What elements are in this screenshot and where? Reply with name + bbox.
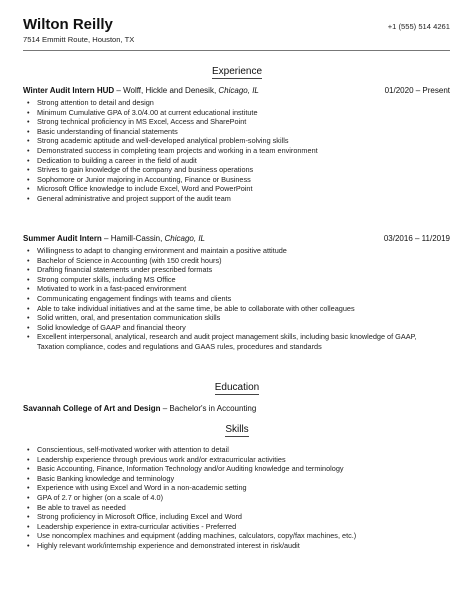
list-item: • Strong computer skills, including MS Office — [37, 275, 434, 285]
list-item: • Able to take individual initiatives and at the same time, be able to collaborate with other colleagues — [37, 304, 434, 314]
experience-heading: Experience — [211, 66, 263, 77]
job-title: Summer Audit Intern — [23, 234, 102, 243]
candidate-phone: +1 (555) 514 4261 — [387, 22, 450, 31]
education-entry — [23, 404, 256, 413]
job-company: – Wolff, Hickle and Denesik, — [114, 86, 219, 95]
job-location: Chicago, IL — [164, 234, 205, 243]
skills-bullets — [23, 445, 434, 551]
list-item: • Dedication to building a career in the field of audit — [37, 156, 434, 166]
list-item: • Basic Banking knowledge and terminology — [37, 474, 434, 484]
list-item: • Conscientious, self-motivated worker with attention to detail — [37, 445, 434, 455]
skills-heading: Skills — [225, 424, 249, 435]
job-location: Chicago, IL — [218, 86, 259, 95]
job-bullets-2 — [23, 246, 434, 352]
list-item: • Microsoft Office knowledge to include Excel, Word and PowerPoint — [37, 184, 434, 194]
job-dates: 03/2016 – 11/2019 — [383, 234, 450, 243]
education-school: Savannah College of Art and Design — [23, 404, 161, 413]
list-item: • Demonstrated success in completing team projects and working in a team environment — [37, 146, 434, 156]
list-item: • Basic understanding of financial statements — [37, 127, 434, 137]
list-item: • Use noncomplex machines and equipment (adding machines, calculators, copy/fax machines, etc.) — [37, 531, 434, 541]
list-item: • Strong academic aptitude and well-developed analytical problem-solving skills — [37, 136, 434, 146]
list-item: • Experience with using Excel and Word in a non-academic setting — [37, 483, 434, 493]
list-item: • Motivated to work in a fast-paced environment — [37, 284, 434, 294]
list-item: • Willingness to adapt to changing environment and maintain a positive attitude — [37, 246, 434, 256]
list-item: • Be able to travel as needed — [37, 503, 434, 513]
list-item: • GPA of 2.7 or higher (on a scale of 4.0) — [37, 493, 434, 503]
list-item: • Leadership experience in extra-curricular activities - Preferred — [37, 522, 434, 532]
job-company: – Hamill-Cassin, — [101, 234, 165, 243]
list-item: • Strives to gain knowledge of the company and business operations — [37, 165, 434, 175]
list-item: • Solid knowledge of GAAP and financial theory — [37, 323, 434, 333]
list-item: • Minimum Cumulative GPA of 3.0/4.00 at current educational institute — [37, 108, 434, 118]
list-item: • Bachelor of Science in Accounting (with 150 credit hours) — [37, 256, 434, 266]
list-item: • Solid written, oral, and presentation communication skills — [37, 313, 434, 323]
education-degree: – Bachelor's in Accounting — [160, 404, 257, 413]
list-item: • Strong proficiency in Microsoft Office, including Excel and Word — [37, 512, 434, 522]
list-item: • Highly relevant work/internship experience and demonstrated interest in risk/audit — [37, 541, 434, 551]
job-dates: 01/2020 – Present — [384, 86, 450, 95]
job-header-1 — [23, 86, 450, 95]
list-item: • Strong technical proficiency in MS Excel, Access and SharePoint — [37, 117, 434, 127]
list-item: • Basic Accounting, Finance, Information Technology and/or Auditing knowledge and terminology — [37, 464, 434, 474]
job-bullets-1 — [23, 98, 434, 204]
candidate-name: Wilton Reilly — [23, 16, 113, 33]
candidate-address: 7514 Emmitt Route, Houston, TX — [23, 35, 135, 44]
education-heading: Education — [214, 382, 260, 393]
list-item: • Strong attention to detail and design — [37, 98, 434, 108]
list-item: • Excellent interpersonal, analytical, research and audit project management skills, including basic knowledge of GAAP, Taxation compliance, codes and regulations and GAAS rules, procedures and standards — [37, 332, 434, 351]
job-title: Winter Audit Intern HUD — [23, 86, 115, 95]
list-item: • Drafting financial statements under prescribed formats — [37, 265, 434, 275]
header-divider — [23, 50, 450, 51]
job-header-2 — [23, 234, 450, 243]
list-item: • Leadership experience through previous work and/or extracurricular activities — [37, 455, 434, 465]
list-item: • General administrative and project support of the audit team — [37, 194, 434, 204]
list-item: • Communicating engagement findings with teams and clients — [37, 294, 434, 304]
list-item: • Sophomore or Junior majoring in Accounting, Finance or Business — [37, 175, 434, 185]
